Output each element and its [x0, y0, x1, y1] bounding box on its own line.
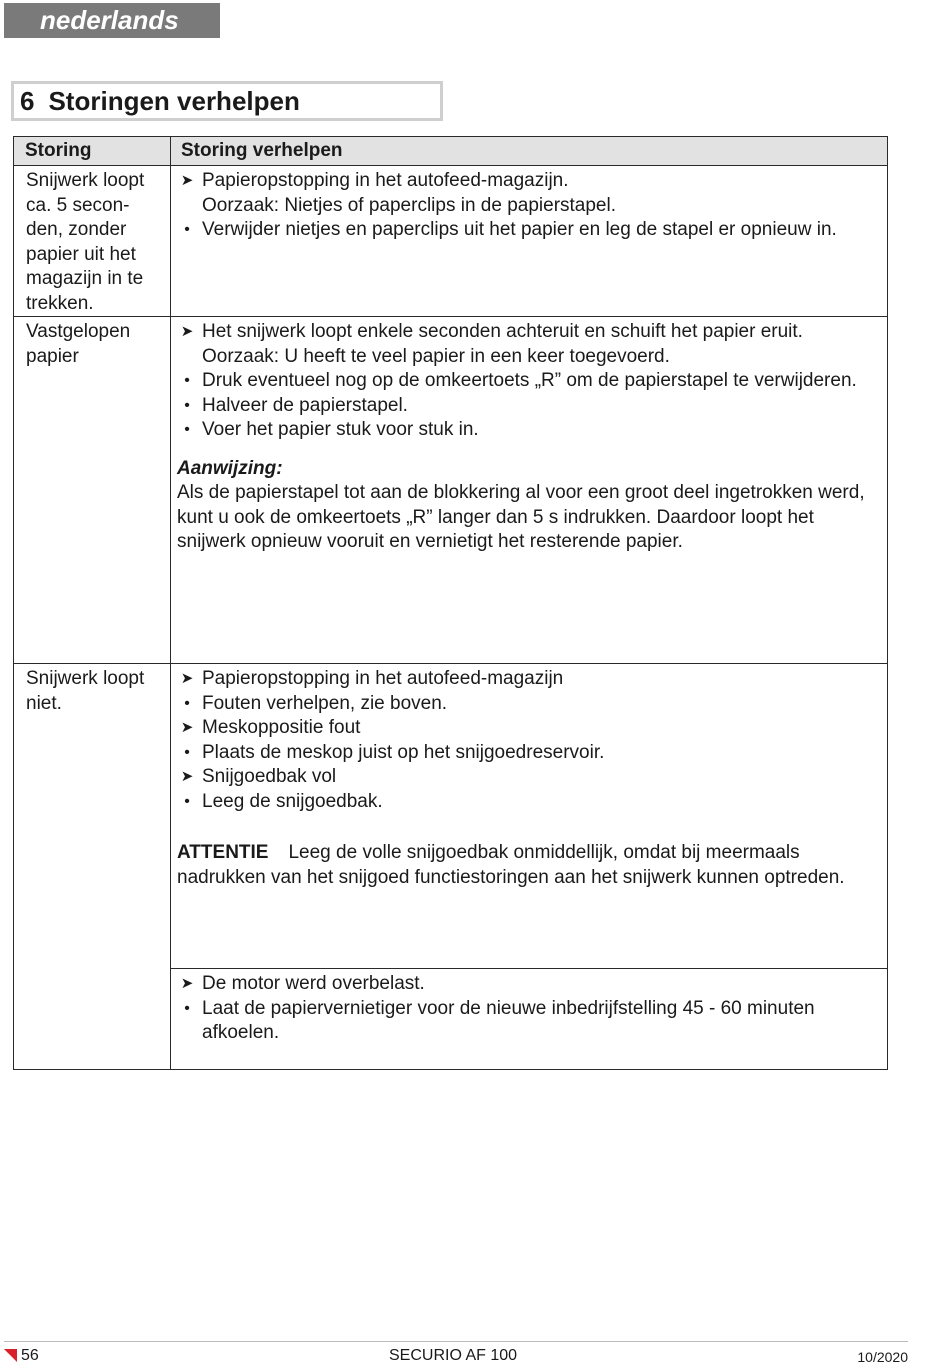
remedy-line: ➤ Het snijwerk loopt enkele seconden achteruit en schuift het papier eruit. [177, 320, 881, 345]
fault-label: Snijwerk loopt niet. [14, 664, 171, 1070]
attention-label: ATTENTIE [177, 842, 269, 863]
note-text: Als de papierstapel tot aan de blokkering al voor een groot deel ingetrokken werd, kunt u ook de omkeertoets „R” langer dan 5 s indrukken. Daardoor loopt het snijwerk opnieuw vooruit en vernietigt het resterende papier. [177, 482, 865, 552]
troubleshooting-table [13, 136, 888, 1070]
remedy-line: • Voer het papier stuk voor stuk in. [177, 418, 881, 443]
attention-text: Leeg de volle snijgoedbak onmiddellijk, omdat bij meermaals nadrukken van het snijgoed functiestoringen aan het snijwerk kunnen optreden. [177, 842, 845, 888]
language-tab: nederlands [4, 3, 220, 38]
page-number: 56 [4, 1347, 39, 1365]
section-heading [11, 81, 443, 121]
remedy-line: • Halveer de papierstapel. [177, 394, 881, 419]
attention-note [177, 841, 881, 890]
section-number: 6 [20, 86, 35, 116]
bullet-icon: • [184, 999, 190, 1017]
remedy-line: Oorzaak: Nietjes of paperclips in de papierstapel. [202, 194, 617, 216]
arrow-icon: ➤ [180, 975, 194, 992]
remedy-line: • Fouten verhelpen, zie boven. [177, 692, 881, 717]
arrow-icon: ➤ [180, 768, 194, 785]
model-name: SECURIO AF 100 [389, 1347, 518, 1364]
fault-label: Snijwerk loopt ca. 5 secon-den, zonder papier uit het magazijn in te trekken. [14, 166, 171, 317]
remedy-line: ➤ Snijgoedbak vol [177, 765, 881, 790]
remedy-cell [171, 664, 888, 969]
note-title: Aanwijzing: [177, 457, 283, 479]
remedy-line: • Verwijder nietjes en paperclips uit het papier en leg de stapel er opnieuw in. [177, 218, 881, 243]
remedy-cell [171, 317, 888, 664]
bullet-icon: • [184, 743, 190, 761]
remedy-line: • Plaats de meskop juist op het snijgoedreservoir. [177, 741, 881, 766]
arrow-icon: ➤ [180, 670, 194, 687]
footer-divider [4, 1341, 908, 1342]
arrow-icon: ➤ [180, 323, 194, 340]
bullet-icon: • [184, 372, 190, 389]
remedy-line: • Leeg de snijgoedbak. [177, 790, 881, 815]
bullet-icon: • [184, 421, 190, 438]
column-header-remedy: Storing verhelpen [171, 137, 888, 166]
column-header-fault: Storing [14, 137, 171, 166]
remedy-line: ➤ Papieropstopping in het autofeed-magazijn [177, 667, 881, 692]
remedy-cell [171, 969, 888, 1070]
remedy-line: ➤ Papieropstopping in het autofeed-magazijn. [177, 169, 881, 194]
bullet-icon: • [184, 694, 190, 712]
remedy-line: ➤ De motor werd overbelast. [177, 972, 881, 997]
bullet-icon: • [184, 221, 190, 238]
remedy-line: Oorzaak: U heeft te veel papier in een keer toegevoerd. [202, 345, 670, 367]
remedy-line: ➤ Meskoppositie fout [177, 716, 881, 741]
remedy-cell [171, 166, 888, 317]
red-corner-icon [4, 1349, 17, 1362]
fault-label: Vastgelopen papier [14, 317, 171, 664]
edition-date: 10/2020 [857, 1349, 908, 1365]
arrow-icon: ➤ [180, 172, 194, 189]
remedy-line: • Laat de papiervernietiger voor de nieuwe inbedrijfstelling 45 - 60 minuten afkoelen. [177, 997, 881, 1046]
section-title: Storingen verhelpen [48, 86, 300, 116]
bullet-icon: • [184, 396, 190, 414]
bullet-icon: • [184, 792, 190, 810]
remedy-line: • Druk eventueel nog op de omkeertoets „R” om de papierstapel te verwijderen. [177, 369, 881, 394]
note [177, 457, 881, 555]
arrow-icon: ➤ [180, 719, 194, 736]
